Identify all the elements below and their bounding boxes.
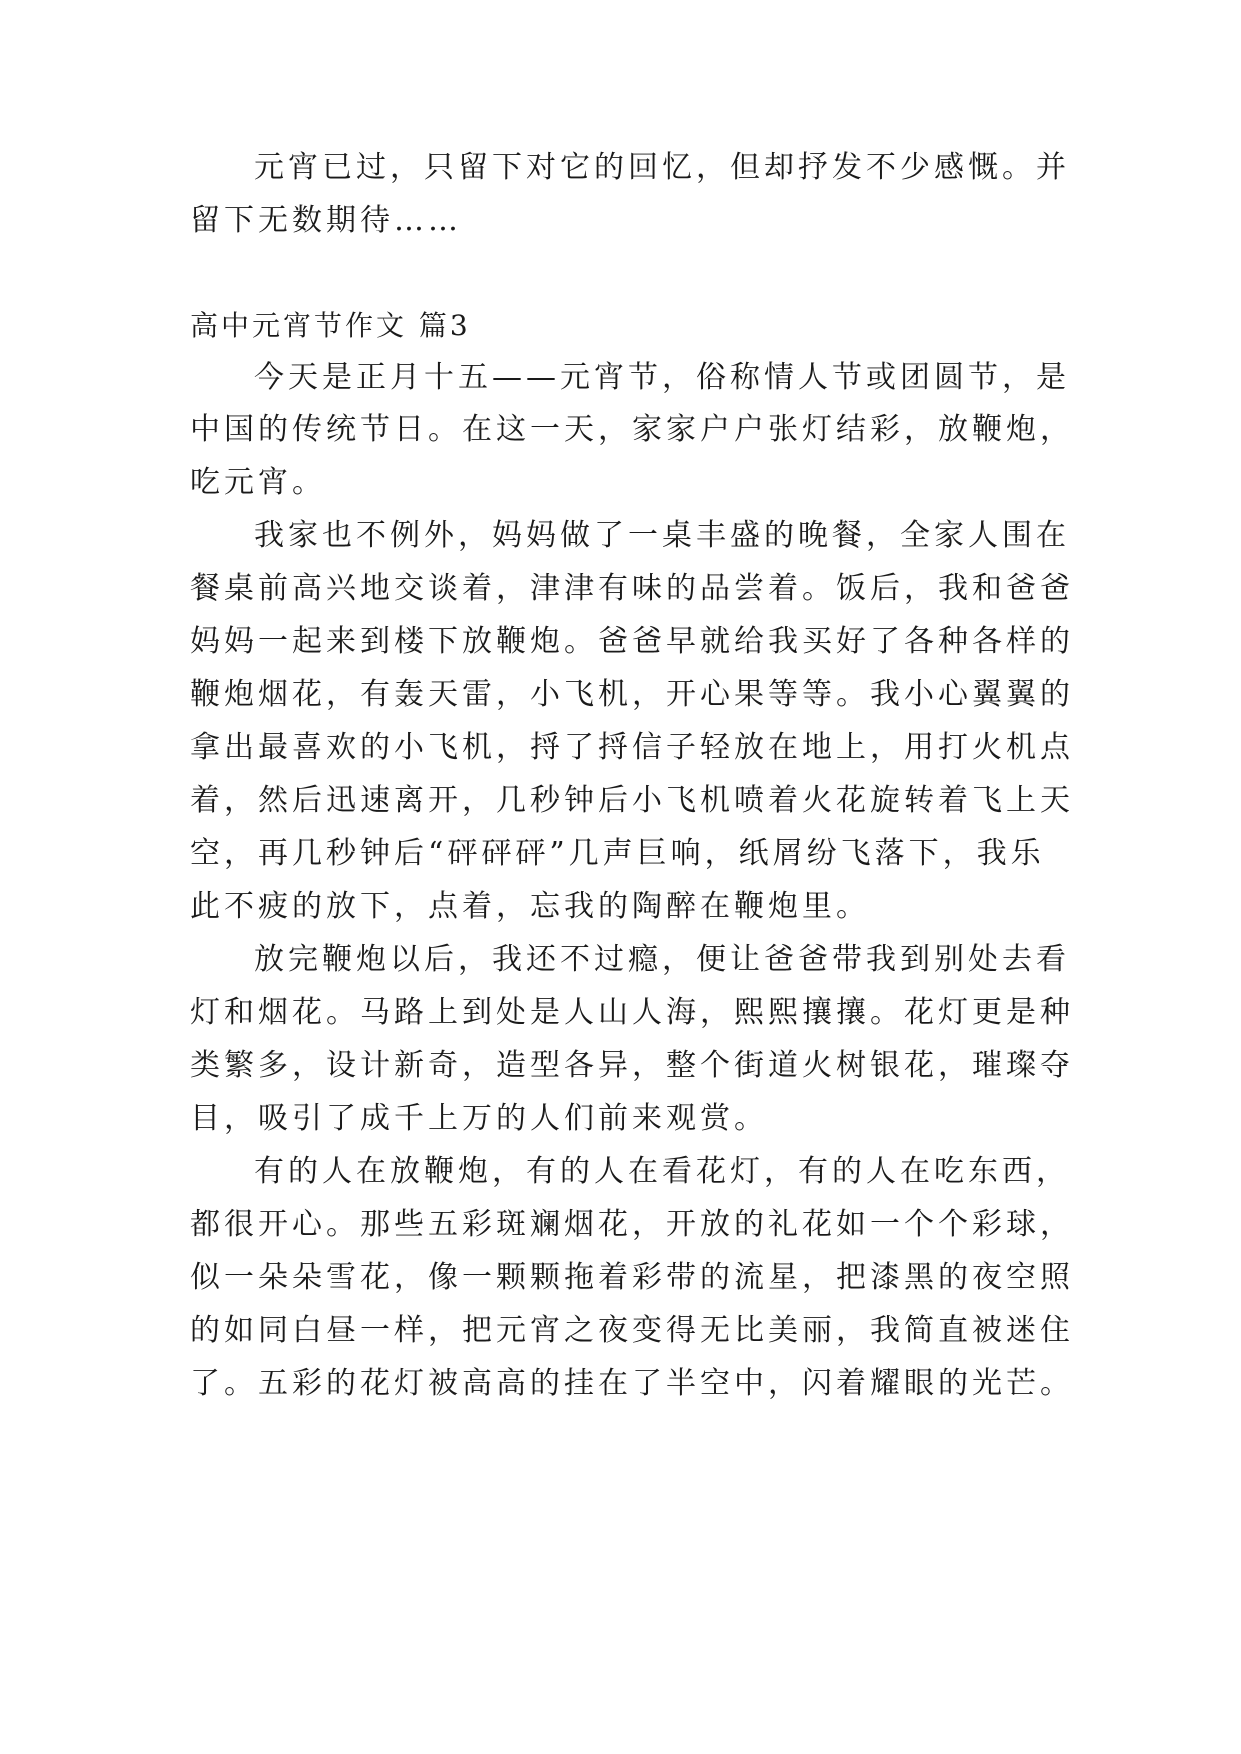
p4-line-2: 都很开心。那些五彩斑斓烟花，开放的礼花如一个个彩球，	[190, 1207, 1074, 1242]
p3-line-1: 放完鞭炮以后，我还不过瘾，便让爸爸带我到别处去看	[254, 942, 1070, 977]
p2-line-2: 餐桌前高兴地交谈着，津津有味的品尝着。饭后，我和爸爸	[190, 571, 1074, 606]
p2-line-4: 鞭炮烟花，有轰天雷，小飞机，开心果等等。我小心翼翼的	[190, 677, 1074, 712]
p4-line-1: 有的人在放鞭炮，有的人在看花灯，有的人在吃东西，	[254, 1154, 1070, 1189]
p2-line-1: 我家也不例外，妈妈做了一桌丰盛的晚餐，全家人围在	[254, 518, 1070, 553]
p1-line-2: 中国的传统节日。在这一天，家家户户张灯结彩，放鞭炮，	[190, 412, 1074, 447]
p2-line-6: 着，然后迅速离开，几秒钟后小飞机喷着火花旋转着飞上天	[190, 783, 1074, 818]
p1-line-3: 吃元宵。	[190, 465, 326, 500]
p2-line-5: 拿出最喜欢的小飞机，捋了捋信子轻放在地上，用打火机点	[190, 730, 1074, 765]
intro-line-2: 留下无数期待……	[190, 203, 462, 238]
intro-line-1: 元宵已过，只留下对它的回忆，但却抒发不少感慨。并	[254, 150, 1070, 185]
p2-line-7: 空，再几秒钟后“砰砰砰”几声巨响，纸屑纷飞落下，我乐	[190, 836, 1045, 871]
p2-line-3: 妈妈一起来到楼下放鞭炮。爸爸早就给我买好了各种各样的	[190, 624, 1074, 659]
p4-line-5: 了。五彩的花灯被高高的挂在了半空中，闪着耀眼的光芒。	[190, 1366, 1074, 1401]
p2-line-8: 此不疲的放下，点着，忘我的陶醉在鞭炮里。	[190, 889, 870, 924]
p1-line-1: 今天是正月十五——元宵节，俗称情人节或团圆节，是	[254, 360, 1070, 395]
p4-line-4: 的如同白昼一样，把元宵之夜变得无比美丽，我简直被迷住	[190, 1313, 1074, 1348]
p3-line-4: 目，吸引了成千上万的人们前来观赏。	[190, 1101, 768, 1136]
p3-line-2: 灯和烟花。马路上到处是人山人海，熙熙攘攘。花灯更是种	[190, 995, 1074, 1030]
section-heading: 高中元宵节作文 篇3	[190, 309, 471, 342]
p4-line-3: 似一朵朵雪花，像一颗颗拖着彩带的流星，把漆黑的夜空照	[190, 1260, 1074, 1295]
p3-line-3: 类繁多，设计新奇，造型各异，整个街道火树银花，璀璨夺	[190, 1048, 1074, 1083]
